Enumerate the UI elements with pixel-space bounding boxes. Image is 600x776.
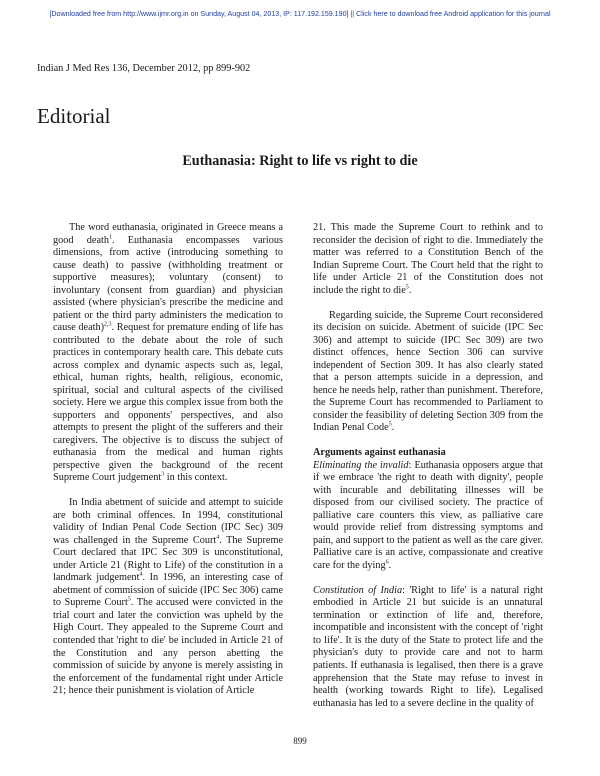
reference-marker: 2,3 xyxy=(104,321,112,328)
section-heading: Editorial xyxy=(37,104,111,128)
reference-marker: 4 xyxy=(216,534,220,541)
reference-marker: 5 xyxy=(127,597,131,604)
journal-reference: Indian J Med Res 136, December 2012, pp 899-902 xyxy=(37,63,251,74)
left-column xyxy=(53,222,283,698)
paragraph-eliminating-invalid: Eliminating the invalid: Euthanasia opposers argue that if we embrace 'the right to death with dignity', people with incurable and debilitating illnesses will be disposed from our civilised society. The practice of palliative care counters this view, as palliative care would provide relief from distressing symptoms and pain, and support to the patient as well as the care giver. Palliative care is an active, compassionate and creative care for the dying$^6$. xyxy=(313,459,543,571)
reference-marker: 6 xyxy=(385,559,389,566)
right-column xyxy=(313,222,543,710)
reference-marker: 4 xyxy=(139,572,143,579)
reference-marker: 5 xyxy=(405,284,409,291)
paragraph-suicide: Regarding suicide, the Supreme Court reconsidered its decision on suicide. Abetment of suicide (IPC Sec 306) and attempt to suicide (IPC Sec 309) are two distinct offences, hence Section 306 can survive independent of Section 309. It has also clearly stated that a person attempts suicide in a depression, and hence he needs help, rather than punishment. Therefore, the Supreme Court has recommended to Parliament to consider the feasibility of deleting Section 309 from the Indian Penal Code$^5$. xyxy=(313,309,543,434)
page-number: 899 xyxy=(293,736,307,746)
paragraph-definition: The word euthanasia, originated in Greece means a good death$^1$. Euthanasia encompasses various dimensions, from active (introducing something to cause death) to passive (withholding treatment or supportive measures); voluntary (consent) to involuntary (consent from guardian) and physician assisted (where physician's prescribe the medicine and patient or the third party administers the medication to cause death)$^{2,3}$. Request for premature ending of life has contributed to the debate about the role of such practices in contemporary health care. This debate cuts across complex and dynamic aspects such as, legal, ethical, human rights, health, religious, economic, spiritual, social and cultural aspects of the civilised society. Here we argue this complex issue from both the supporters and opponents' perspectives, and also attempts to present the plight of the sufferers and their caregivers. The objective is to discuss the subject of euthanasia from the medical and human rights perspective given the background of the recent Supreme Court judgement$^3$ in this context. xyxy=(53,222,284,484)
paragraph-continuation: 21. This made the Supreme Court to rethink and to reconsider the decision of right to die. Immediately the matter was referred to a Constitution Bench of the Indian Supreme Court. The Court held that the right to life under Article 21 of the Constitution does not include the right to die$^5$. xyxy=(313,222,543,296)
reference-marker: 3 xyxy=(161,471,165,478)
download-banner[interactable]: [Downloaded free from http://www.ijmr.org.in on Sunday, August 04, 2013, IP: 117.192.159.190] || Click here to download free Android application for this journal xyxy=(49,10,551,18)
reference-marker: 1 xyxy=(108,234,112,241)
paragraph-constitution: Constitution of India: 'Right to life' is a natural right embodied in Article 21 but suicide is an unnatural termination or extinction of life and, therefore, incompatible and inconsistent with the concept of 'right to life'. It is the duty of the State to protect life and the physician's duty to provide care and not to harm patients. If euthanasia is legalised, then there is a grave apprehension that the State may refuse to invest in health (working towards Right to life). Legalised euthanasia has led to a severe decline in the quality of xyxy=(313,584,543,709)
reference-marker: 5 xyxy=(388,421,392,428)
paragraph-india-law: In India abetment of suicide and attempt to suicide are both criminal offences. In 1994, constitutional validity of Indian Penal Code Section (IPC Sec) 309 was challenged in the Supreme Court$^4$. The Supreme Court declared that IPC Sec 309 is unconstitutional, under Article 21 (Right to Life) of the constitution in a landmark judgement$^4$. In 1996, an interesting case of abetment of commission of suicide (IPC Sec 306) came to Supreme Court$^5$. The accused were convicted in the trial court and later the conviction was upheld by the High Court. They appealed to the Supreme Court and contended that 'right to die' be included in Article 21 of the Constitution and any person abetting the commission of suicide by anyone is merely assisting in the enforcement of the fundamental right under Article 21; hence their punishment is violation of Article xyxy=(53,497,283,697)
subheading-arguments-against: Arguments against euthanasia xyxy=(313,447,446,459)
article-title: Euthanasia: Right to life vs right to die xyxy=(182,153,418,169)
